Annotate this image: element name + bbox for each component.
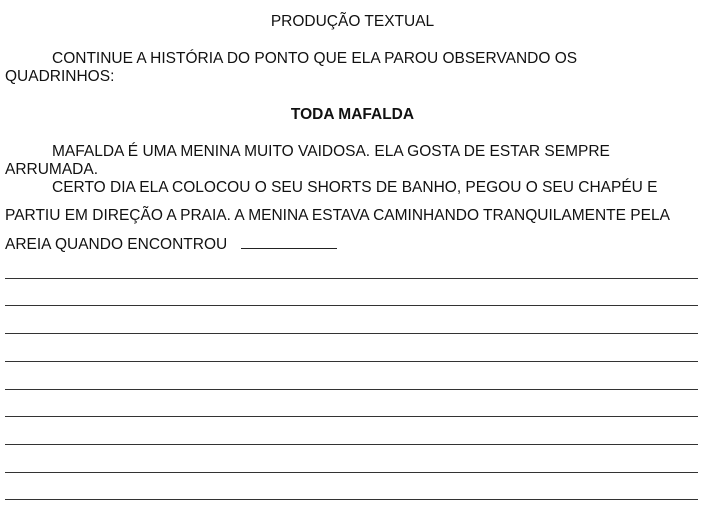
writing-line[interactable] [5, 444, 698, 445]
writing-line[interactable] [5, 472, 698, 473]
paragraph-2-line-1: CERTO DIA ELA COLOCOU O SEU SHORTS DE BANHO, PEGOU O SEU CHAPÉU E [52, 179, 658, 196]
answer-blank[interactable] [241, 234, 337, 249]
paragraph-2-line-3-text: AREIA QUANDO ENCONTROU [5, 236, 228, 253]
page-title: PRODUÇÃO TEXTUAL [270, 13, 435, 30]
writing-line[interactable] [5, 305, 698, 306]
paragraph-2-line-3 [5, 234, 337, 254]
writing-line[interactable] [5, 416, 698, 417]
paragraph-2-line-2: PARTIU EM DIREÇÃO A PRAIA. A MENINA ESTAVA CAMINHANDO TRANQUILAMENTE PELA [5, 207, 670, 224]
instruction-line-2: QUADRINHOS: [5, 68, 115, 85]
paragraph-1-line-1: MAFALDA É UMA MENINA MUITO VAIDOSA. ELA GOSTA DE ESTAR SEMPRE [52, 143, 610, 160]
writing-line[interactable] [5, 499, 698, 500]
writing-line[interactable] [5, 389, 698, 390]
instruction-line-1: CONTINUE A HISTÓRIA DO PONTO QUE ELA PAROU OBSERVANDO OS [52, 50, 578, 67]
writing-line[interactable] [5, 361, 698, 362]
story-title: TODA MAFALDA [290, 106, 415, 123]
paragraph-1-line-2: ARRUMADA. [5, 161, 99, 178]
writing-line[interactable] [5, 333, 698, 334]
writing-line[interactable] [5, 278, 698, 279]
